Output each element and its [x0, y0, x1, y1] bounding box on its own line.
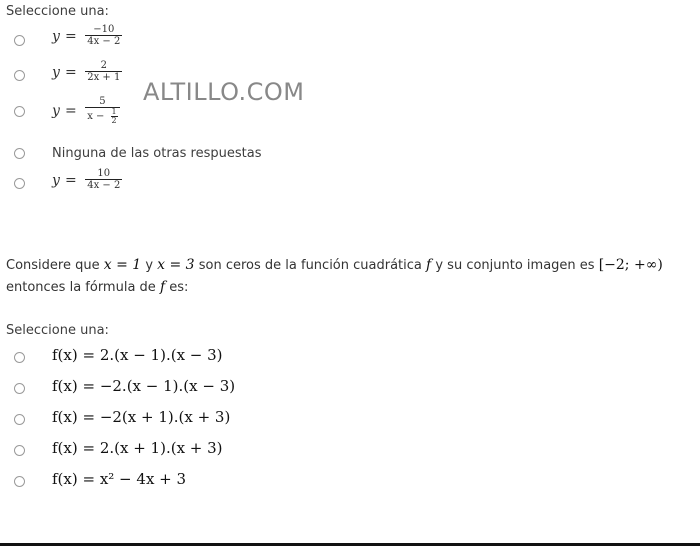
q1-option-3-fraction: 5 x − $\frac{1}{2}$: [85, 96, 119, 125]
q1-option-5-fraction: $\frac{10}{4x - 2}$: [87, 168, 121, 191]
q2-option-5[interactable]: f(x) = x² − 4x + 3: [52, 470, 187, 488]
q2-prompt-line2: entonces la fórmula de f es:: [6, 279, 189, 295]
q2-option-3[interactable]: f(x) = −2(x + 1).(x + 3): [52, 408, 231, 426]
q2-option-5-radio[interactable]: [14, 476, 25, 487]
q1-option-5[interactable]: y = $\frac{10}{4x - 2}$: [52, 168, 121, 191]
q2-prompt: Considere que x = 1 y x = 3 son ceros de la función cuadrática f y su conjunto imagen es [−2; +∞): [6, 257, 663, 273]
q1-option-2-radio[interactable]: [14, 70, 25, 81]
q1-select-label: Seleccione una:: [6, 4, 109, 19]
q1-option-1[interactable]: y = $\frac{-10}{4x - 2}$: [52, 24, 121, 47]
watermark-logo: ALTILLO.COM: [143, 78, 305, 106]
q2-option-1[interactable]: f(x) = 2.(x − 1).(x − 3): [52, 346, 223, 364]
q2-option-4[interactable]: f(x) = 2.(x + 1).(x + 3): [52, 439, 223, 457]
q1-option-1-lhs: y: [52, 28, 60, 45]
q1-option-4-label[interactable]: Ninguna de las otras respuestas: [52, 146, 262, 161]
q1-option-1-fraction: $\frac{-10}{4x - 2}$: [87, 24, 121, 47]
q1-option-2-fraction: $\frac{2}{2x + 1}$: [87, 60, 121, 83]
q2-option-3-radio[interactable]: [14, 414, 25, 425]
q1-option-2[interactable]: y = $\frac{2}{2x + 1}$: [52, 60, 121, 83]
q1-option-3[interactable]: y = 5 x − $\frac{1}{2}$: [52, 96, 120, 125]
q1-option-3-subfraction: $\frac{1}{2}$: [111, 107, 117, 125]
q2-option-4-radio[interactable]: [14, 445, 25, 456]
q2-option-1-radio[interactable]: [14, 352, 25, 363]
q2-option-2[interactable]: f(x) = −2.(x − 1).(x − 3): [52, 377, 236, 395]
q1-option-1-radio[interactable]: [14, 35, 25, 46]
q2-select-label: Seleccione una:: [6, 323, 109, 338]
q1-option-5-radio[interactable]: [14, 178, 25, 189]
q2-option-2-radio[interactable]: [14, 383, 25, 394]
q1-option-4-radio[interactable]: [14, 148, 25, 159]
q1-option-3-radio[interactable]: [14, 106, 25, 117]
